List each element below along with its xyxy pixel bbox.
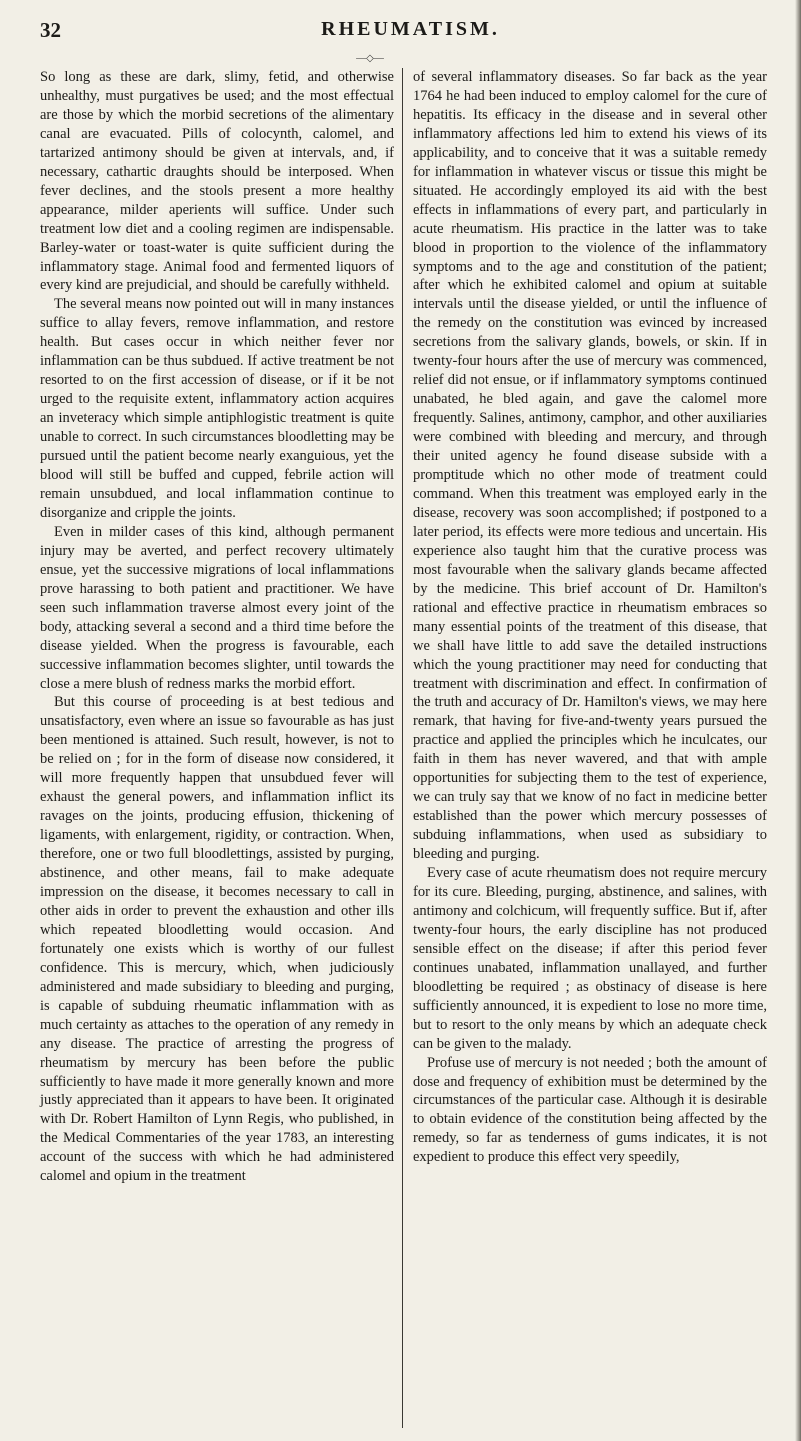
- running-title: RHEUMATISM.: [321, 18, 500, 40]
- paragraph: The several means now pointed out will in many instances suffice to allay fevers, remove inflammation, and restore health. But cases occur in which neither fever nor inflammation can be thus subdued. If active treatment be not resorted to on the first accession of disease, or if it be not urged to the requisite extent, inflammatory action acquires an inveteracy which simple antiphlogistic treatment is quite unable to correct. In such circumstances bloodletting may be pursued until the patient become nearly exanguious, yet the blood will still be buffed and cupped, febrile action will remain unsubdued, and local inflammation continue to disorganize and cripple the joints.: [40, 296, 394, 521]
- right-column: [413, 68, 767, 1167]
- page-number: 32: [40, 18, 61, 42]
- paragraph: Profuse use of mercury is not needed ; both the amount of dose and frequency of exhibition must be determined by the circumstances of the particular case. Although it is desirable to obtain evidence of the constitution being affected by the remedy, so far as tenderness of gums indicates, it is not expedient to produce this effect very speedily,: [413, 1054, 767, 1166]
- left-column: [40, 68, 394, 1186]
- paragraph: Even in milder cases of this kind, although permanent injury may be averted, and perfect recovery ultimately ensue, yet the successive migrations of local inflammations prove harassing to both patient and practitioner. We have seen such inflammation traverse almost every joint of the body, attacking several a second and a third time before the disease yielded. When the progress is favourable, each successive inflammation becomes slighter, until towards the close a mere blush of redness marks the morbid effort.: [40, 523, 394, 692]
- page-edge-shadow: [795, 0, 801, 1441]
- paragraph: of several inflammatory diseases. So far back as the year 1764 he had been induced to employ calomel for the cure of hepatitis. Its efficacy in the disease and in several other inflammatory affections led him to extend his views of its applicability, and to conceive that it was a suitable remedy for inflammation in whatever viscus or tissue this might be situated. He accordingly employed its aid with the best effects in inflammations of every part, and particularly in acute rheumatism. His practice in the latter was to take blood in proportion to the violence of the inflammatory symptoms and to the age and constitution of the patient; after which he exhibited calomel and opium at suitable intervals until the disease yielded, or until the influence of the remedy on the constitution was evinced by increased secretions from the salivary glands, bowels, or skin. If in twenty-four hours after the use of mercury was commenced, relief did not ensue, or if inflammatory symptoms continued unabated, he bled again, and gave the calomel more frequently. Salines, antimony, camphor, and other auxiliaries were combined with bleeding and mercury, and through their united agency he found disease subside with a promptitude which no other mode of treatment could command. When this treatment was employed early in the disease, recovery was soon accomplished; if postponed to a later period, its effects were more tedious and uncertain. His experience also taught him that the curative process was most favourable when the salivary glands became affected by the medicine. This brief account of Dr. Hamilton's rational and effective practice in rheumatism embraces so many essential points of the treatment of this disease, that we shall have little to add save the detailed instructions which the young practitioner may need for conducting that treatment with discrimination and effect. In confirmation of the truth and accuracy of Dr. Hamilton's views, we may here remark, that having for five-and-twenty years pursued the practice and applied the principles which he inculcates, our faith in them has never wavered, and that with ample opportunities for subjecting them to the test of experience, we can truly say that we know of no fact in medicine better established than the power which mercury possesses of subduing inflammations, when used as subsidiary to bleeding and purging.: [413, 69, 767, 863]
- paragraph: Every case of acute rheumatism does not require mercury for its cure. Bleeding, purging, abstinence, and salines, with antimony and colchicum, will frequently suffice. But if, after twenty-four hours, the early discipline has not produced sensible effect on the disease; if after this period fever continues unabated, inflammation unallayed, and further bloodletting be required ; as obstinacy of disease is here sufficiently announced, it is expedient to lose no more time, but to resort to the only means by which an adequate check can be given to the malady.: [413, 865, 767, 1052]
- paragraph: So long as these are dark, slimy, fetid, and otherwise unhealthy, must purgatives be used; and the most effectual are those by which the morbid secretions of the alimentary canal are evacuated. Pills of colocynth, calomel, and tartarized antimony should be given at intervals, and, if necessary, cathartic draughts should be interposed. When fever declines, and the stools present a more healthy appearance, milder aperients will suffice. Under such treatment low diet and a cooling regimen are indispensable. Barley-water or toast-water is quite sufficient during the inflammatory stage. Animal food and fermented liquors of every kind are prejudicial, and should be carefully withheld.: [40, 69, 394, 294]
- header-ornament: —◇—: [356, 53, 384, 64]
- column-divider: [402, 68, 403, 1428]
- page-header: [40, 18, 781, 48]
- paragraph: But this course of proceeding is at best tedious and unsatisfactory, even where an issue so favourable as has just been mentioned is attained. Such result, however, is not to be relied on ; for in the form of disease now considered, it will more frequently happen that unsubdued fever will exhaust the general powers, and inflammation inflict its ravages on the joints, producing effusion, thickening of ligaments, with enlargement, rigidity, or contraction. When, therefore, one or two full bloodlettings, assisted by purging, abstinence, and other means, fail to make adequate impression on the disease, it becomes necessary to call in other aids in order to prevent the exhaustion and other ills which repeated bloodletting would occasion. And fortunately one exists which is worthy of our fullest confidence. This is mercury, which, when judiciously administered and made subsidiary to bleeding and purging, is capable of subduing rheumatic inflammation with as much certainty as attaches to the operation of any remedy in any disease. The practice of arresting the progress of rheumatism by mercury has been before the public sufficiently to have made it more generally known and more justly appreciated than it appears to have been. It originated with Dr. Robert Hamilton of Lynn Regis, who published, in the Medical Commentaries of the year 1783, an interesting account of the success with which he had administered calomel and opium in the treatment: [40, 694, 394, 1185]
